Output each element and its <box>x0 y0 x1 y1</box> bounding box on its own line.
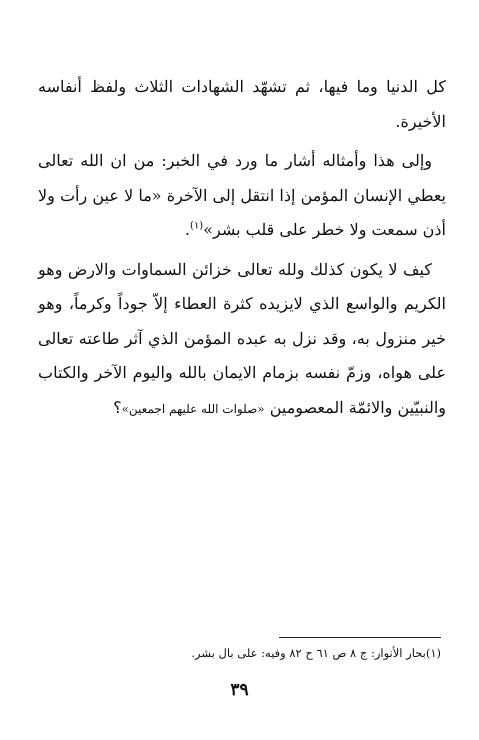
page-number: ٣٩ <box>230 680 249 700</box>
paragraph-2-text: وإلى هذا وأمثاله أشار ما ورد في الخبر: من ان الله تعالى يعطي الإنسان المؤمن إذا انتقل إلى الآخرة «ما لا عين رأت ولا أذن سمعت ولا خطر على قلب بشر» <box>38 151 446 239</box>
footnote: (١)بحار الأنوار: ج ٨ ص ٦١ ح ٨٢ وفيه: على بال بشر. <box>191 646 441 660</box>
body-text <box>38 70 446 426</box>
footnote-divider <box>279 637 441 638</box>
paragraph-3-text: كيف لا يكون كذلك ولله تعالى خزائن السماوات والارض وهو الكريم والواسع الذي لايزيده كثرة العطاء إلاّ جوداً وكرماً، وهو خير منزول به، وقد نزل به عبده المؤمن الذي آثر طاعته تعالى على هواه، وزمّ نفسه بزمام الايمان بالله واليوم الآخر والكتاب والنبيّين والائمّة المعصومين <box>38 259 446 417</box>
paragraph-1-text: كل الدنيا وما فيها، ثم تشهّد الشهادات الثلاث ولفظ أنفاسه الأخيرة. <box>38 77 446 131</box>
paragraph-3-end: ؟ <box>113 397 122 417</box>
paragraph-2-end: . <box>184 220 191 239</box>
paragraph-2 <box>38 144 446 248</box>
paragraph-3 <box>38 253 446 427</box>
salutation-phrase: «صلوات الله عليهم اجمعين» <box>121 401 265 416</box>
paragraph-1 <box>38 70 446 139</box>
footnote-reference: (١) <box>190 220 204 232</box>
